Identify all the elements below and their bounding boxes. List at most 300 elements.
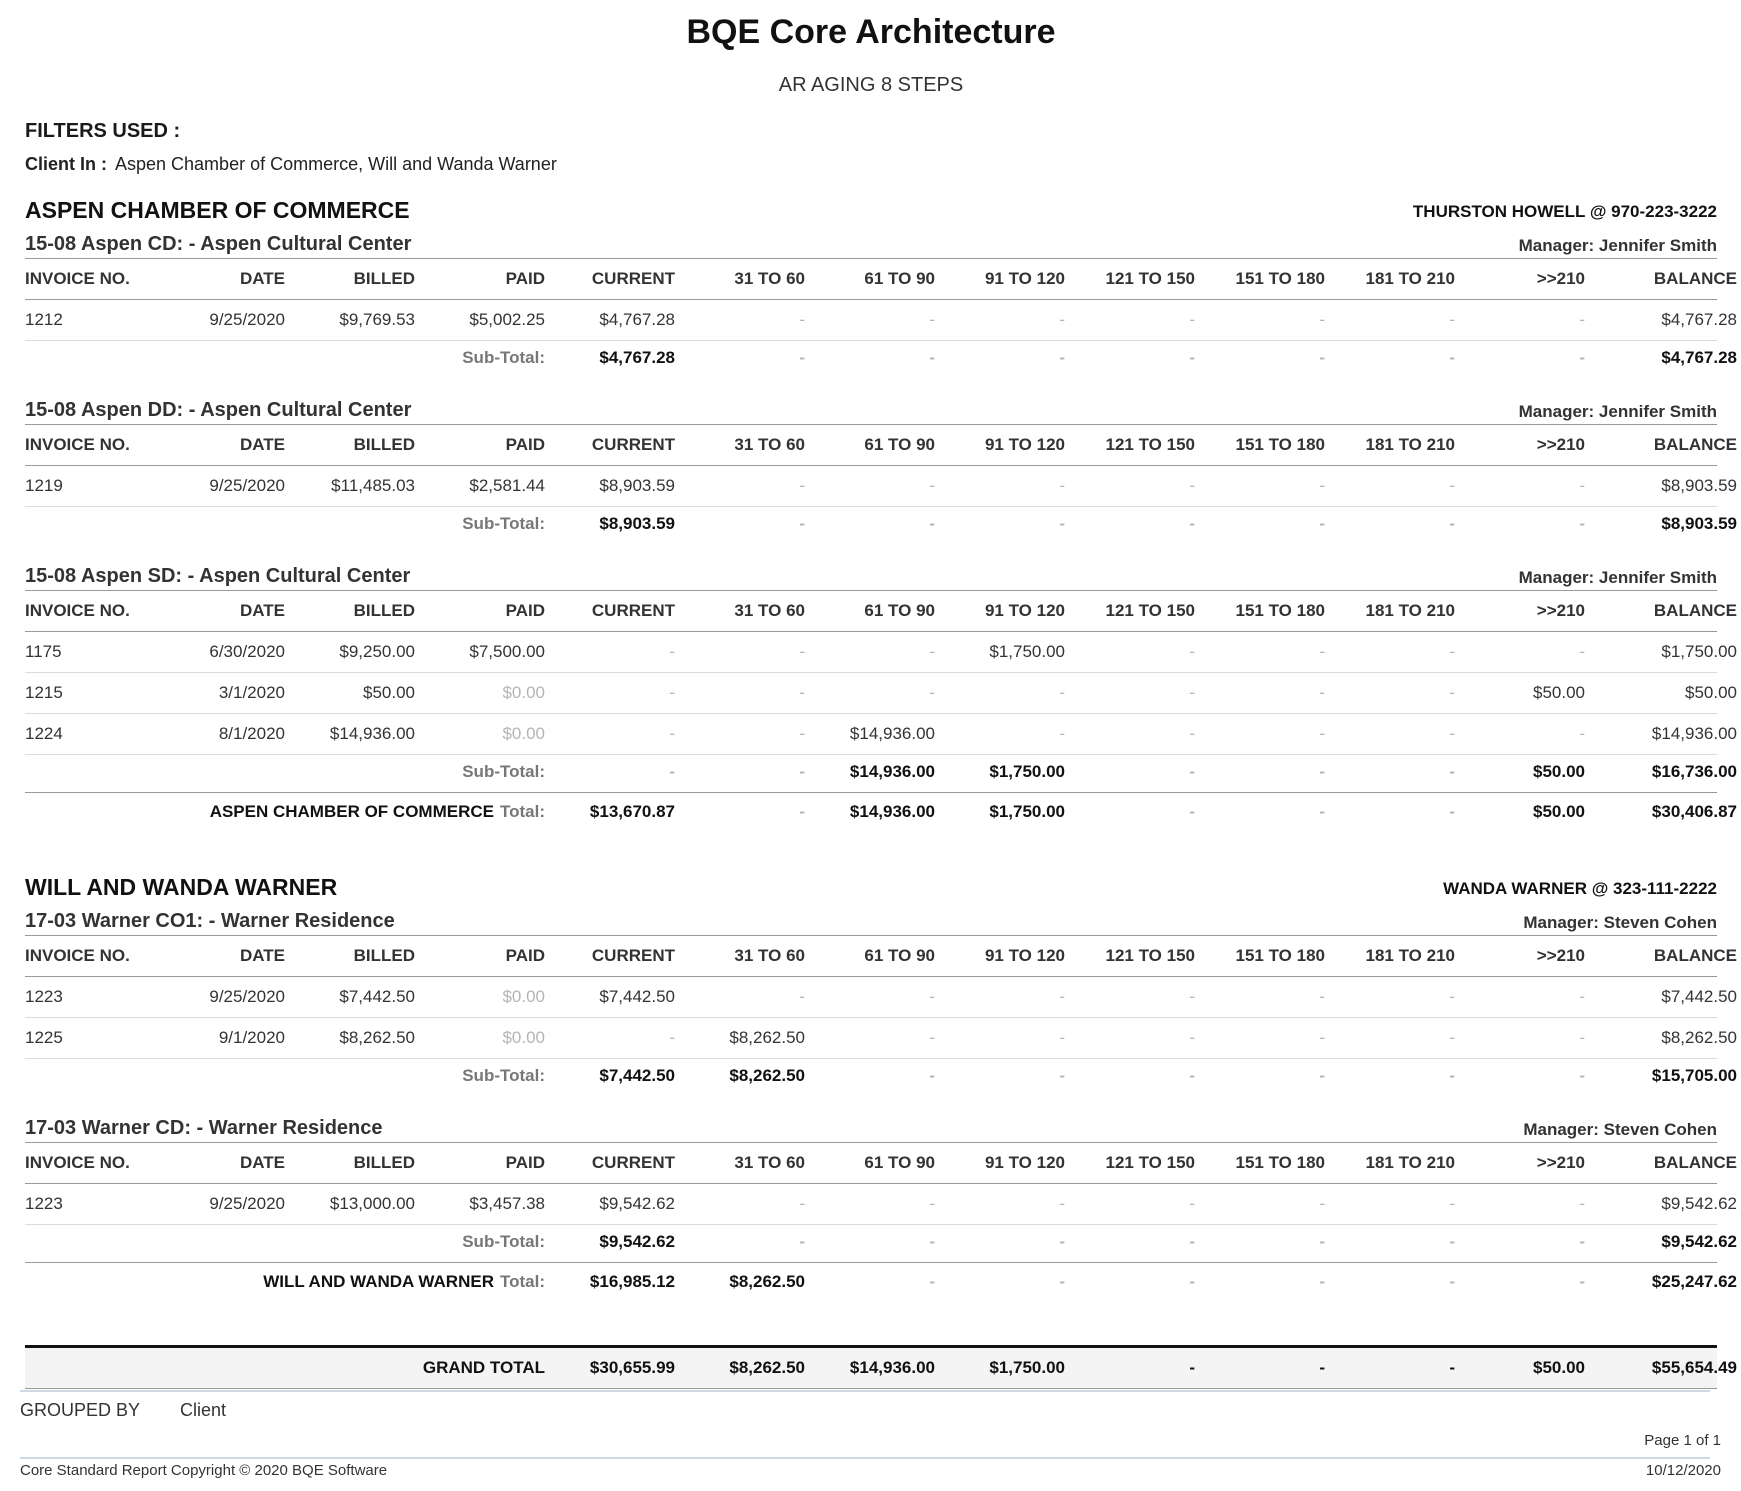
cell-current: $8,903.59 bbox=[599, 476, 675, 495]
project-section bbox=[25, 560, 1737, 788]
invoice-row bbox=[25, 466, 1737, 507]
column-header-paid: PAID bbox=[505, 435, 545, 454]
subtotal-row bbox=[25, 341, 1737, 374]
project-section bbox=[25, 228, 1737, 374]
cell-balance: $4,767.28 bbox=[1661, 310, 1737, 329]
subtotal-181-210: - bbox=[1449, 1065, 1455, 1085]
cell-date: 9/25/2020 bbox=[209, 476, 285, 495]
subtotal-31-60: - bbox=[799, 761, 805, 781]
grand-total-121-150: - bbox=[1189, 1358, 1195, 1377]
subtotal-current: $9,542.62 bbox=[599, 1231, 675, 1251]
subtotal-121-150: - bbox=[1189, 1065, 1195, 1085]
subtotal-over-210: - bbox=[1579, 513, 1585, 533]
project-manager: Manager: Jennifer Smith bbox=[1518, 236, 1717, 255]
column-header-billed: BILLED bbox=[353, 269, 415, 288]
cell-paid: $0.00 bbox=[502, 1028, 545, 1047]
column-header-billed: BILLED bbox=[353, 1153, 415, 1172]
client-total-row bbox=[25, 1262, 1737, 1301]
column-header-current: CURRENT bbox=[591, 946, 675, 965]
report-page bbox=[25, 0, 1737, 1389]
cell-over-210: - bbox=[1579, 476, 1585, 495]
subtotal-151-180: - bbox=[1319, 1065, 1325, 1085]
cell-91-120: - bbox=[1059, 476, 1065, 495]
project-section bbox=[25, 1112, 1737, 1258]
column-header-61-90: 61 TO 90 bbox=[864, 435, 935, 454]
column-header-over-210: >>210 bbox=[1536, 1153, 1585, 1172]
column-header-billed: BILLED bbox=[353, 946, 415, 965]
column-header-151-180: 151 TO 180 bbox=[1235, 1153, 1325, 1172]
column-header-row bbox=[25, 425, 1737, 466]
column-header-61-90: 61 TO 90 bbox=[864, 1153, 935, 1172]
cell-121-150: - bbox=[1189, 1194, 1195, 1213]
column-header-121-150: 121 TO 150 bbox=[1105, 269, 1195, 288]
subtotal-row bbox=[25, 755, 1737, 788]
invoice-row bbox=[25, 1184, 1737, 1225]
footer-copyright: Core Standard Report Copyright © 2020 BQE Software bbox=[20, 1462, 388, 1479]
column-header-61-90: 61 TO 90 bbox=[864, 946, 935, 965]
subtotal-61-90: $14,936.00 bbox=[849, 761, 935, 781]
cell-91-120: - bbox=[1059, 987, 1065, 1006]
project-name: 17-03 Warner CD: - Warner Residence bbox=[25, 1117, 383, 1139]
subtotal-61-90: - bbox=[929, 347, 935, 367]
cell-billed: $9,250.00 bbox=[339, 642, 415, 661]
cell-balance: $14,936.00 bbox=[1651, 724, 1737, 743]
grouped-by-value: Client bbox=[180, 1400, 227, 1420]
cell-paid: $0.00 bbox=[502, 987, 545, 1006]
cell-91-120: $1,750.00 bbox=[989, 642, 1065, 661]
column-header-paid: PAID bbox=[505, 269, 545, 288]
cell-61-90: - bbox=[929, 683, 935, 702]
subtotal-balance: $15,705.00 bbox=[1651, 1065, 1737, 1085]
filters-heading: FILTERS USED : bbox=[25, 120, 181, 142]
client-total-121-150: - bbox=[1189, 1272, 1195, 1291]
column-header-121-150: 121 TO 150 bbox=[1105, 435, 1195, 454]
invoice-row bbox=[25, 300, 1737, 341]
project-header bbox=[25, 905, 1717, 936]
cell-151-180: - bbox=[1319, 724, 1325, 743]
grand-total-label: GRAND TOTAL bbox=[422, 1358, 545, 1377]
cell-billed: $11,485.03 bbox=[331, 476, 415, 495]
report-title: BQE Core Architecture bbox=[686, 13, 1056, 51]
cell-current: - bbox=[669, 1028, 675, 1047]
cell-31-60: - bbox=[799, 1194, 805, 1213]
subtotal-151-180: - bbox=[1319, 1231, 1325, 1251]
project-header bbox=[25, 1112, 1717, 1143]
column-header-181-210: 181 TO 210 bbox=[1365, 269, 1455, 288]
column-header-date: DATE bbox=[239, 946, 285, 965]
column-header-151-180: 151 TO 180 bbox=[1235, 946, 1325, 965]
client-header bbox=[25, 865, 1717, 901]
subtotal-label: Sub-Total: bbox=[462, 1065, 545, 1085]
cell-over-210: - bbox=[1579, 987, 1585, 1006]
cell-151-180: - bbox=[1319, 1194, 1325, 1213]
filter-value: Aspen Chamber of Commerce, Will and Wanda Warner bbox=[115, 154, 557, 174]
column-header-balance: BALANCE bbox=[1653, 946, 1737, 965]
client-total-name: WILL AND WANDA WARNER bbox=[263, 1272, 494, 1291]
column-header-row bbox=[25, 259, 1737, 300]
client-total-31-60: $8,262.50 bbox=[729, 1272, 805, 1291]
cell-date: 8/1/2020 bbox=[218, 724, 285, 743]
cell-billed: $8,262.50 bbox=[339, 1028, 415, 1047]
clients-container bbox=[25, 188, 1737, 1301]
column-header-121-150: 121 TO 150 bbox=[1105, 601, 1195, 620]
cell-paid: $0.00 bbox=[502, 724, 545, 743]
cell-181-210: - bbox=[1449, 683, 1455, 702]
project-name: 15-08 Aspen DD: - Aspen Cultural Center bbox=[25, 399, 412, 421]
subtotal-31-60: - bbox=[799, 347, 805, 367]
cell-91-120: - bbox=[1059, 310, 1065, 329]
client-total-91-120: $1,750.00 bbox=[989, 802, 1065, 821]
client-section bbox=[25, 865, 1737, 1301]
cell-151-180: - bbox=[1319, 987, 1325, 1006]
subtotal-row bbox=[25, 1059, 1737, 1092]
column-header-91-120: 91 TO 120 bbox=[984, 946, 1065, 965]
cell-31-60: - bbox=[799, 310, 805, 329]
client-total-61-90: $14,936.00 bbox=[849, 802, 935, 821]
cell-billed: $7,442.50 bbox=[339, 987, 415, 1006]
client-section bbox=[25, 188, 1737, 831]
cell-121-150: - bbox=[1189, 642, 1195, 661]
cell-91-120: - bbox=[1059, 1194, 1065, 1213]
cell-61-90: $14,936.00 bbox=[849, 724, 935, 743]
cell-121-150: - bbox=[1189, 987, 1195, 1006]
client-total-181-210: - bbox=[1449, 802, 1455, 821]
column-header-31-60: 31 TO 60 bbox=[734, 435, 805, 454]
cell-invoice-no: 1175 bbox=[25, 642, 62, 661]
subtotal-61-90: - bbox=[929, 1231, 935, 1251]
client-total-word: Total: bbox=[499, 802, 545, 821]
client-contact: THURSTON HOWELL @ 970-223-3222 bbox=[1412, 202, 1717, 221]
subtotal-balance: $4,767.28 bbox=[1661, 347, 1737, 367]
column-header-over-210: >>210 bbox=[1536, 946, 1585, 965]
cell-151-180: - bbox=[1319, 310, 1325, 329]
grand-total-91-120: $1,750.00 bbox=[989, 1358, 1065, 1377]
subtotal-91-120: - bbox=[1059, 347, 1065, 367]
subtotal-current: $7,442.50 bbox=[599, 1065, 675, 1085]
client-contact: WANDA WARNER @ 323-111-2222 bbox=[1443, 879, 1717, 898]
project-manager: Manager: Steven Cohen bbox=[1523, 1120, 1717, 1139]
subtotal-181-210: - bbox=[1449, 1231, 1455, 1251]
cell-181-210: - bbox=[1449, 476, 1455, 495]
cell-31-60: - bbox=[799, 642, 805, 661]
grand-total-balance: $55,654.49 bbox=[1651, 1358, 1737, 1377]
grand-total-61-90: $14,936.00 bbox=[849, 1358, 935, 1377]
subtotal-121-150: - bbox=[1189, 1231, 1195, 1251]
column-header-61-90: 61 TO 90 bbox=[864, 601, 935, 620]
grand-total-row bbox=[25, 1345, 1737, 1389]
cell-invoice-no: 1225 bbox=[25, 1028, 63, 1047]
filter-label: Client In : bbox=[25, 154, 107, 174]
grand-total-current: $30,655.99 bbox=[589, 1358, 675, 1377]
cell-181-210: - bbox=[1449, 1194, 1455, 1213]
project-name: 15-08 Aspen CD: - Aspen Cultural Center bbox=[25, 233, 412, 255]
column-header-paid: PAID bbox=[505, 601, 545, 620]
column-header-balance: BALANCE bbox=[1653, 1153, 1737, 1172]
project-name: 17-03 Warner CO1: - Warner Residence bbox=[25, 910, 395, 932]
cell-181-210: - bbox=[1449, 987, 1455, 1006]
column-header-61-90: 61 TO 90 bbox=[864, 269, 935, 288]
client-total-balance: $25,247.62 bbox=[1651, 1272, 1737, 1291]
subtotal-over-210: - bbox=[1579, 1231, 1585, 1251]
cell-balance: $9,542.62 bbox=[1661, 1194, 1737, 1213]
page-number: Page 1 of 1 bbox=[1644, 1432, 1721, 1449]
client-name: ASPEN CHAMBER OF COMMERCE bbox=[25, 197, 410, 223]
subtotal-label: Sub-Total: bbox=[462, 1231, 545, 1251]
project-section bbox=[25, 394, 1737, 540]
cell-paid: $2,581.44 bbox=[469, 476, 545, 495]
cell-31-60: - bbox=[799, 987, 805, 1006]
cell-61-90: - bbox=[929, 987, 935, 1006]
client-total-current: $16,985.12 bbox=[589, 1272, 675, 1291]
subtotal-151-180: - bbox=[1319, 761, 1325, 781]
cell-151-180: - bbox=[1319, 683, 1325, 702]
cell-invoice-no: 1224 bbox=[25, 724, 63, 743]
column-header-31-60: 31 TO 60 bbox=[734, 269, 805, 288]
cell-181-210: - bbox=[1449, 310, 1455, 329]
subtotal-label: Sub-Total: bbox=[462, 761, 545, 781]
subtotal-181-210: - bbox=[1449, 513, 1455, 533]
cell-61-90: - bbox=[929, 476, 935, 495]
subtotal-31-60: $8,262.50 bbox=[729, 1065, 805, 1085]
cell-date: 6/30/2020 bbox=[209, 642, 285, 661]
subtotal-current: $4,767.28 bbox=[599, 347, 675, 367]
project-name: 15-08 Aspen SD: - Aspen Cultural Center bbox=[25, 565, 411, 587]
filters-line bbox=[25, 152, 1717, 176]
column-header-paid: PAID bbox=[505, 1153, 545, 1172]
column-header-over-210: >>210 bbox=[1536, 435, 1585, 454]
subtotal-121-150: - bbox=[1189, 347, 1195, 367]
client-total-current: $13,670.87 bbox=[589, 802, 675, 821]
cell-date: 9/1/2020 bbox=[218, 1028, 285, 1047]
client-total-label bbox=[25, 1263, 545, 1301]
subtotal-121-150: - bbox=[1189, 513, 1195, 533]
cell-121-150: - bbox=[1189, 310, 1195, 329]
cell-91-120: - bbox=[1059, 724, 1065, 743]
column-header-91-120: 91 TO 120 bbox=[984, 1153, 1065, 1172]
grand-total-181-210: - bbox=[1449, 1358, 1455, 1377]
column-header-151-180: 151 TO 180 bbox=[1235, 269, 1325, 288]
column-header-date: DATE bbox=[239, 269, 285, 288]
column-header-181-210: 181 TO 210 bbox=[1365, 1153, 1455, 1172]
footer-divider bbox=[20, 1457, 1710, 1459]
column-header-91-120: 91 TO 120 bbox=[984, 601, 1065, 620]
client-total-word: Total: bbox=[499, 1272, 545, 1291]
cell-balance: $50.00 bbox=[1685, 683, 1737, 702]
column-header-row bbox=[25, 936, 1737, 977]
cell-current: - bbox=[669, 683, 675, 702]
client-total-balance: $30,406.87 bbox=[1651, 802, 1737, 821]
cell-invoice-no: 1212 bbox=[25, 310, 63, 329]
cell-121-150: - bbox=[1189, 683, 1195, 702]
subtotal-151-180: - bbox=[1319, 347, 1325, 367]
subtotal-current: - bbox=[669, 761, 675, 781]
grand-total-over-210: $50.00 bbox=[1533, 1358, 1585, 1377]
column-header-31-60: 31 TO 60 bbox=[734, 601, 805, 620]
column-header-paid: PAID bbox=[505, 946, 545, 965]
cell-invoice-no: 1223 bbox=[25, 1194, 63, 1213]
cell-balance: $8,903.59 bbox=[1661, 476, 1737, 495]
cell-over-210: - bbox=[1579, 642, 1585, 661]
subtotal-over-210: - bbox=[1579, 347, 1585, 367]
invoice-row bbox=[25, 1018, 1737, 1059]
client-total-over-210: - bbox=[1579, 1272, 1585, 1291]
grouped-by-label: GROUPED BY bbox=[20, 1400, 141, 1420]
column-header-row bbox=[25, 1143, 1737, 1184]
cell-31-60: - bbox=[799, 724, 805, 743]
client-header bbox=[25, 188, 1717, 224]
client-total-121-150: - bbox=[1189, 802, 1195, 821]
cell-61-90: - bbox=[929, 1194, 935, 1213]
column-header-current: CURRENT bbox=[591, 601, 675, 620]
cell-over-210: - bbox=[1579, 1028, 1585, 1047]
cell-151-180: - bbox=[1319, 642, 1325, 661]
cell-31-60: $8,262.50 bbox=[729, 1028, 805, 1047]
cell-current: $9,542.62 bbox=[599, 1194, 675, 1213]
column-header-invoice-no: INVOICE NO. bbox=[25, 946, 130, 965]
cell-paid: $7,500.00 bbox=[469, 642, 545, 661]
column-header-over-210: >>210 bbox=[1536, 269, 1585, 288]
client-name: WILL AND WANDA WARNER bbox=[25, 874, 338, 900]
column-header-invoice-no: INVOICE NO. bbox=[25, 435, 130, 454]
project-manager: Manager: Steven Cohen bbox=[1523, 913, 1717, 932]
cell-paid: $3,457.38 bbox=[469, 1194, 545, 1213]
cell-date: 9/25/2020 bbox=[209, 1194, 285, 1213]
cell-151-180: - bbox=[1319, 476, 1325, 495]
cell-current: $4,767.28 bbox=[599, 310, 675, 329]
cell-91-120: - bbox=[1059, 683, 1065, 702]
cell-billed: $14,936.00 bbox=[329, 724, 415, 743]
cell-billed: $13,000.00 bbox=[329, 1194, 415, 1213]
project-header bbox=[25, 228, 1717, 259]
grouped-by bbox=[20, 1390, 1710, 1421]
cell-181-210: - bbox=[1449, 1028, 1455, 1047]
cell-balance: $7,442.50 bbox=[1661, 987, 1737, 1006]
column-header-current: CURRENT bbox=[591, 1153, 675, 1172]
column-header-91-120: 91 TO 120 bbox=[984, 435, 1065, 454]
project-manager: Manager: Jennifer Smith bbox=[1518, 568, 1717, 587]
column-header-151-180: 151 TO 180 bbox=[1235, 601, 1325, 620]
cell-invoice-no: 1215 bbox=[25, 683, 63, 702]
cell-31-60: - bbox=[799, 683, 805, 702]
cell-61-90: - bbox=[929, 642, 935, 661]
cell-over-210: - bbox=[1579, 1194, 1585, 1213]
cell-current: - bbox=[669, 724, 675, 743]
client-total-31-60: - bbox=[799, 802, 805, 821]
column-header-billed: BILLED bbox=[353, 601, 415, 620]
cell-date: 9/25/2020 bbox=[209, 987, 285, 1006]
column-header-121-150: 121 TO 150 bbox=[1105, 946, 1195, 965]
subtotal-61-90: - bbox=[929, 1065, 935, 1085]
column-header-91-120: 91 TO 120 bbox=[984, 269, 1065, 288]
cell-billed: $9,769.53 bbox=[339, 310, 415, 329]
column-header-31-60: 31 TO 60 bbox=[734, 946, 805, 965]
client-total-151-180: - bbox=[1319, 802, 1325, 821]
client-total-over-210: $50.00 bbox=[1533, 802, 1585, 821]
column-header-151-180: 151 TO 180 bbox=[1235, 435, 1325, 454]
cell-61-90: - bbox=[929, 1028, 935, 1047]
cell-over-210: $50.00 bbox=[1533, 683, 1585, 702]
subtotal-row bbox=[25, 507, 1737, 540]
subtotal-181-210: - bbox=[1449, 347, 1455, 367]
project-manager: Manager: Jennifer Smith bbox=[1518, 402, 1717, 421]
invoice-row bbox=[25, 977, 1737, 1018]
column-header-row bbox=[25, 591, 1737, 632]
grand-total-151-180: - bbox=[1319, 1358, 1325, 1377]
column-header-invoice-no: INVOICE NO. bbox=[25, 601, 130, 620]
grand-total-31-60: $8,262.50 bbox=[729, 1358, 805, 1377]
column-header-date: DATE bbox=[239, 1153, 285, 1172]
column-header-invoice-no: INVOICE NO. bbox=[25, 1153, 130, 1172]
cell-current: $7,442.50 bbox=[599, 987, 675, 1006]
column-header-current: CURRENT bbox=[591, 435, 675, 454]
subtotal-181-210: - bbox=[1449, 761, 1455, 781]
subtotal-row bbox=[25, 1225, 1737, 1258]
subtotal-label: Sub-Total: bbox=[462, 347, 545, 367]
column-header-invoice-no: INVOICE NO. bbox=[25, 269, 130, 288]
project-header bbox=[25, 560, 1717, 591]
subtotal-61-90: - bbox=[929, 513, 935, 533]
cell-date: 9/25/2020 bbox=[209, 310, 285, 329]
client-total-row bbox=[25, 792, 1737, 831]
cell-current: - bbox=[669, 642, 675, 661]
cell-181-210: - bbox=[1449, 724, 1455, 743]
client-total-name: ASPEN CHAMBER OF COMMERCE bbox=[209, 802, 494, 821]
cell-121-150: - bbox=[1189, 476, 1195, 495]
column-header-balance: BALANCE bbox=[1653, 435, 1737, 454]
invoice-row bbox=[25, 673, 1737, 714]
column-header-181-210: 181 TO 210 bbox=[1365, 946, 1455, 965]
subtotal-current: $8,903.59 bbox=[599, 513, 675, 533]
subtotal-balance: $16,736.00 bbox=[1651, 761, 1737, 781]
subtotal-121-150: - bbox=[1189, 761, 1195, 781]
cell-billed: $50.00 bbox=[363, 683, 415, 702]
cell-151-180: - bbox=[1319, 1028, 1325, 1047]
column-header-date: DATE bbox=[239, 601, 285, 620]
client-total-label bbox=[25, 793, 545, 831]
subtotal-over-210: $50.00 bbox=[1533, 761, 1585, 781]
cell-invoice-no: 1219 bbox=[25, 476, 63, 495]
subtotal-31-60: - bbox=[799, 513, 805, 533]
subtotal-91-120: - bbox=[1059, 513, 1065, 533]
column-header-181-210: 181 TO 210 bbox=[1365, 601, 1455, 620]
client-total-91-120: - bbox=[1059, 1272, 1065, 1291]
cell-121-150: - bbox=[1189, 1028, 1195, 1047]
column-header-181-210: 181 TO 210 bbox=[1365, 435, 1455, 454]
column-header-balance: BALANCE bbox=[1653, 601, 1737, 620]
subtotal-label: Sub-Total: bbox=[462, 513, 545, 533]
subtotal-31-60: - bbox=[799, 1231, 805, 1251]
column-header-billed: BILLED bbox=[353, 435, 415, 454]
subtotal-91-120: - bbox=[1059, 1231, 1065, 1251]
cell-over-210: - bbox=[1579, 724, 1585, 743]
cell-121-150: - bbox=[1189, 724, 1195, 743]
subtotal-91-120: $1,750.00 bbox=[989, 761, 1065, 781]
cell-invoice-no: 1223 bbox=[25, 987, 63, 1006]
cell-paid: $0.00 bbox=[502, 683, 545, 702]
subtotal-over-210: - bbox=[1579, 1065, 1585, 1085]
column-header-balance: BALANCE bbox=[1653, 269, 1737, 288]
footer-date: 10/12/2020 bbox=[1645, 1462, 1721, 1479]
project-header bbox=[25, 394, 1717, 425]
report-subtitle: AR AGING 8 STEPS bbox=[778, 74, 964, 96]
subtotal-balance: $8,903.59 bbox=[1661, 513, 1737, 533]
column-header-121-150: 121 TO 150 bbox=[1105, 1153, 1195, 1172]
column-header-over-210: >>210 bbox=[1536, 601, 1585, 620]
cell-balance: $1,750.00 bbox=[1661, 642, 1737, 661]
cell-91-120: - bbox=[1059, 1028, 1065, 1047]
cell-date: 3/1/2020 bbox=[218, 683, 285, 702]
cell-31-60: - bbox=[799, 476, 805, 495]
